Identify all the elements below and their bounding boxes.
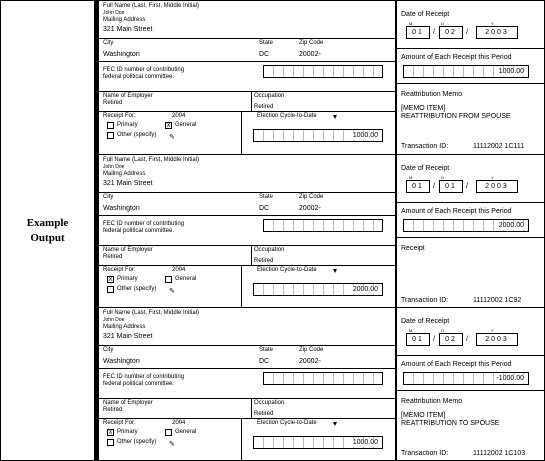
city-label: City [103, 347, 114, 353]
zip-value: 20002- [299, 358, 321, 365]
contributor-section [99, 155, 397, 308]
employer-label: Name of Employer [103, 400, 153, 406]
occupation-label: Occupation [254, 93, 285, 99]
general-label: General [175, 429, 197, 435]
mailing-address-value: 321 Main Street [103, 26, 153, 33]
date-year-field[interactable]: 2003 [476, 180, 518, 193]
date-day-marker: D [441, 21, 444, 26]
election-cycle-field [253, 129, 383, 142]
receipt-year: 2004 [172, 267, 186, 273]
occupation-value: Retired [254, 258, 274, 264]
election-cycle-value: 1000.00 [352, 439, 378, 446]
other-checkbox[interactable] [107, 286, 114, 293]
fec-id-label-line2: federal political committee. [103, 381, 175, 387]
date-day-field[interactable]: 02 [439, 333, 463, 346]
date-separator: / [433, 183, 435, 190]
fec-id-label-line1: FEC ID number of contributing [103, 67, 185, 73]
other-label: Other (specify) [117, 439, 157, 445]
full-name-value: John Doe [103, 10, 125, 16]
state-label: State [259, 40, 274, 46]
primary-label: Primary [117, 276, 138, 282]
memo-line1: [MEMO ITEM] [401, 105, 446, 112]
date-year-field[interactable]: 2003 [476, 333, 518, 346]
amount-field [403, 372, 529, 385]
election-cycle-label: Election Cycle-to-Date [257, 113, 317, 119]
occupation-label: Occupation [254, 400, 285, 406]
zip-value: 20002- [299, 51, 321, 58]
election-cycle-field [253, 436, 383, 449]
other-checkbox[interactable] [107, 439, 114, 446]
occupation-label: Occupation [254, 247, 285, 253]
receipt-year: 2004 [172, 420, 186, 426]
contributor-section [99, 1, 397, 154]
zip-label: Zip Code [299, 347, 324, 353]
pen-icon: ✎ [169, 288, 175, 295]
receipt-for-label: Receipt For: [103, 113, 136, 119]
date-day-field[interactable]: 01 [439, 180, 463, 193]
memo-heading: Reattribution Memo [401, 398, 463, 405]
fec-id-field [263, 65, 383, 78]
rule [99, 245, 395, 246]
general-checkbox[interactable] [165, 276, 172, 283]
receipt-section [397, 1, 545, 154]
rule [397, 48, 545, 49]
fec-id-label-line1: FEC ID number of contributing [103, 221, 185, 227]
rule [99, 345, 395, 346]
date-separator: / [466, 183, 468, 190]
state-label: State [259, 194, 274, 200]
rule [99, 368, 395, 369]
date-month-marker: M [409, 175, 413, 180]
state-value: DC [259, 205, 270, 212]
amount-label: Amount of Each Receipt this Period [401, 361, 512, 368]
date-month-field[interactable]: 01 [406, 333, 430, 346]
amount-value: -1000.00 [496, 375, 524, 382]
receipt-record [99, 307, 545, 460]
zip-value: 20002- [299, 205, 321, 212]
mailing-address-value: 321 Main Street [103, 180, 153, 187]
rule [99, 265, 395, 266]
rule [251, 398, 252, 418]
rule [241, 418, 242, 461]
rule [397, 390, 545, 391]
date-of-receipt-label: Date of Receipt [401, 318, 450, 325]
transaction-id-value: 11112002 1C111 [473, 143, 525, 150]
date-day-field[interactable]: 02 [439, 26, 463, 39]
city-label: City [103, 40, 114, 46]
occupation-value: Retired [254, 411, 274, 417]
city-label: City [103, 194, 114, 200]
fec-id-field [263, 372, 383, 385]
rule [99, 91, 395, 92]
date-day-marker: D [441, 175, 444, 180]
side-label-line1: Example [26, 216, 69, 229]
date-of-receipt-label: Date of Receipt [401, 165, 450, 172]
rule [99, 61, 395, 62]
rule [99, 192, 395, 193]
full-name-value: John Doe [103, 317, 125, 323]
side-panel [1, 1, 95, 460]
mailing-address-label: Mailing Address [103, 171, 146, 177]
rule [251, 91, 252, 111]
employer-label: Name of Employer [103, 93, 153, 99]
full-name-label: Full Name (Last, First, Middle Initial) [103, 157, 200, 163]
memo-line2: REATTRIBUTION TO SPOUSE [401, 420, 500, 427]
general-checkbox[interactable]: X [166, 123, 171, 129]
amount-value: 2000.00 [498, 222, 524, 229]
full-name-value: John Doe [103, 164, 125, 170]
date-separator: / [433, 29, 435, 36]
transaction-id-label: Transaction ID: [401, 450, 449, 457]
transaction-id-label: Transaction ID: [401, 297, 449, 304]
election-cycle-value: 1000.00 [352, 132, 378, 139]
zip-label: Zip Code [299, 194, 324, 200]
date-year-marker: Y [491, 328, 494, 333]
general-checkbox[interactable] [165, 429, 172, 436]
rule [251, 245, 252, 265]
date-month-field[interactable]: 01 [406, 180, 430, 193]
fec-id-label-line2: federal political committee. [103, 228, 175, 234]
amount-label: Amount of Each Receipt this Period [401, 54, 512, 61]
receipt-for-label: Receipt For: [103, 420, 136, 426]
primary-checkbox[interactable] [107, 122, 114, 129]
receipt-section [397, 155, 545, 308]
memo-line1: [MEMO ITEM] [401, 412, 446, 419]
transaction-id-value: 11112002 1C92 [473, 297, 522, 304]
rule [241, 111, 242, 154]
amount-field [403, 219, 529, 232]
primary-checkbox[interactable]: X [108, 430, 113, 436]
side-label-line2: Output [30, 231, 65, 244]
rule [397, 202, 545, 203]
rule [99, 111, 395, 112]
date-separator: / [466, 336, 468, 343]
rule [397, 83, 545, 84]
date-year-field[interactable]: 2003 [476, 26, 518, 39]
primary-checkbox[interactable]: X [108, 277, 113, 283]
contributor-section [99, 308, 397, 461]
triangle-marker-icon [333, 422, 337, 426]
election-cycle-value: 2000.00 [352, 286, 378, 293]
employer-value: Retired [103, 100, 123, 106]
memo-heading: Receipt [401, 245, 425, 252]
city-value: Washington [103, 51, 140, 58]
other-checkbox[interactable] [107, 132, 114, 139]
state-value: DC [259, 358, 270, 365]
receipt-section [397, 308, 545, 461]
mailing-address-label: Mailing Address [103, 324, 146, 330]
transaction-id-label: Transaction ID: [401, 143, 449, 150]
receipt-year: 2004 [172, 113, 186, 119]
date-month-marker: M [409, 328, 413, 333]
employer-value: Retired [103, 254, 123, 260]
full-name-label: Full Name (Last, First, Middle Initial) [103, 310, 200, 316]
memo-line2: REATTRIBUTION FROM SPOUSE [401, 113, 511, 120]
occupation-value: Retired [254, 104, 274, 110]
state-value: DC [259, 51, 270, 58]
triangle-marker-icon [333, 269, 337, 273]
memo-heading: Reattribution Memo [401, 91, 463, 98]
side-label [27, 216, 69, 246]
date-year-marker: Y [491, 175, 494, 180]
date-separator: / [466, 29, 468, 36]
amount-label: Amount of Each Receipt this Period [401, 208, 512, 215]
receipt-record [99, 154, 545, 307]
other-label: Other (specify) [117, 286, 157, 292]
rule [241, 265, 242, 308]
date-month-field[interactable]: 01 [406, 26, 430, 39]
fec-id-field [263, 219, 383, 232]
employer-value: Retired [103, 407, 123, 413]
rule [99, 418, 395, 419]
other-label: Other (specify) [117, 132, 157, 138]
triangle-marker-icon [333, 115, 337, 119]
city-value: Washington [103, 205, 140, 212]
mailing-address-value: 321 Main Street [103, 333, 153, 340]
city-value: Washington [103, 358, 140, 365]
transaction-id-value: 11112002 1C103 [473, 450, 526, 457]
general-label: General [175, 276, 197, 282]
election-cycle-field [253, 283, 383, 296]
amount-field [403, 65, 529, 78]
rule [99, 38, 395, 39]
primary-label: Primary [117, 122, 138, 128]
date-year-marker: Y [491, 21, 494, 26]
zip-label: Zip Code [299, 40, 324, 46]
rule [397, 237, 545, 238]
mailing-address-label: Mailing Address [103, 17, 146, 23]
state-label: State [259, 347, 274, 353]
pen-icon: ✎ [169, 441, 175, 448]
employer-label: Name of Employer [103, 247, 153, 253]
primary-label: Primary [117, 429, 138, 435]
election-cycle-label: Election Cycle-to-Date [257, 267, 317, 273]
date-of-receipt-label: Date of Receipt [401, 11, 450, 18]
election-cycle-label: Election Cycle-to-Date [257, 420, 317, 426]
date-separator: / [433, 336, 435, 343]
fec-id-label-line1: FEC ID number of contributing [103, 374, 185, 380]
full-name-label: Full Name (Last, First, Middle Initial) [103, 3, 200, 9]
receipt-record [99, 1, 545, 154]
rule [99, 398, 395, 399]
amount-value: 1000.00 [498, 68, 524, 75]
fec-id-label-line2: federal political committee. [103, 74, 175, 80]
date-month-marker: M [409, 21, 413, 26]
rule [99, 215, 395, 216]
receipt-for-label: Receipt For: [103, 267, 136, 273]
rule [397, 355, 545, 356]
general-label: General [175, 122, 197, 128]
pen-icon: ✎ [169, 134, 175, 141]
date-day-marker: D [441, 328, 444, 333]
